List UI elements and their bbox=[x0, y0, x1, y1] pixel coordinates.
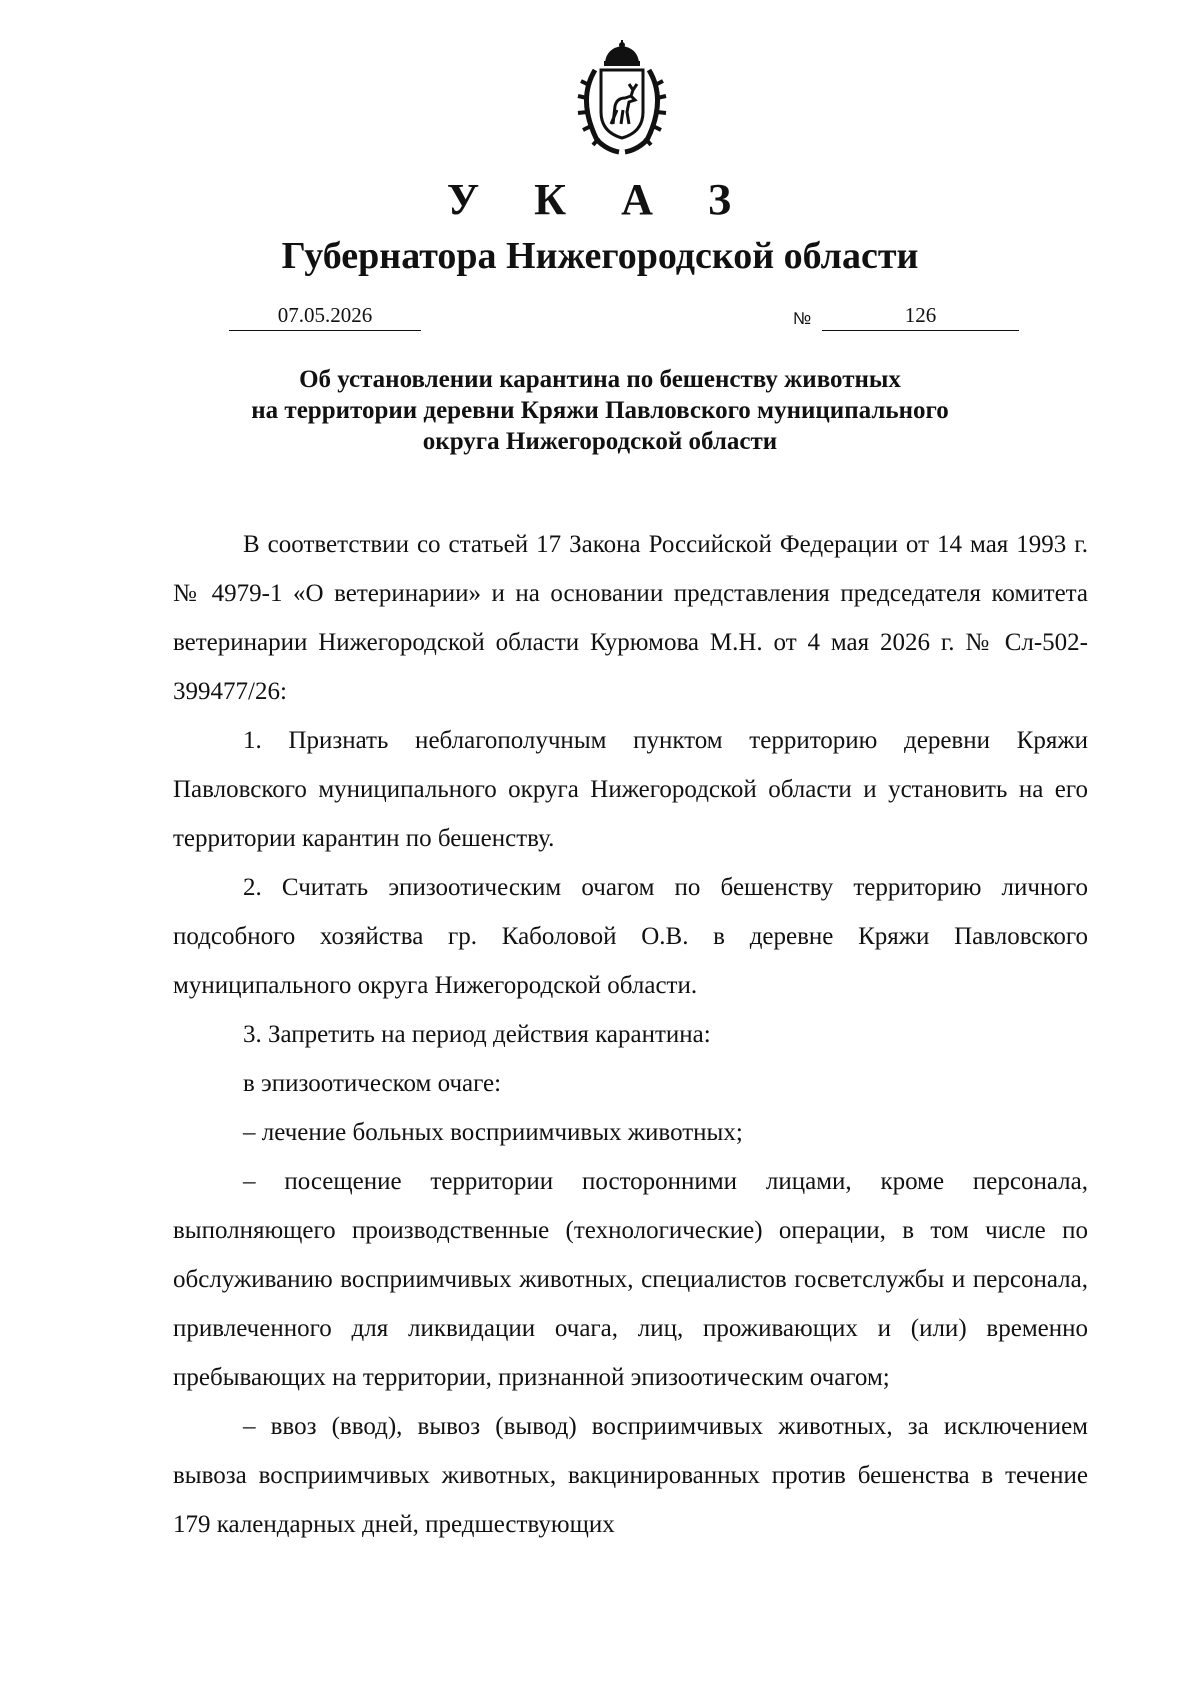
number-sign: № bbox=[793, 309, 812, 328]
document-type-title: У К А З bbox=[446, 175, 754, 224]
list-item: – лечение больных восприимчивых животных; bbox=[243, 1119, 743, 1146]
list-item: – ввоз (ввод), вывоз (вывод) восприимчивых животных, за исключением вывоза восприимчивых животных, вакцинированных против бешенства в течение 179 календарных дней, предшествующих bbox=[173, 1413, 1088, 1538]
document-body bbox=[173, 520, 1088, 1549]
item-2-paragraph: 2. Считать эпизоотическим очагом по бешенству территорию личного подсобного хозяйства гр. Каболовой О.В. в деревне Кряжи Павловского муниципального округа Нижегородской области. bbox=[173, 874, 1088, 999]
document-date: 07.05.2026 bbox=[229, 302, 421, 331]
subject-line: Об установлении карантина по бешенству животных bbox=[299, 366, 901, 393]
document-number: 126 bbox=[822, 302, 1019, 331]
coat-of-arms-icon bbox=[567, 40, 677, 155]
subject-line: округа Нижегородской области bbox=[422, 428, 778, 455]
issuer-title: Губернатора Нижегородской области bbox=[281, 235, 919, 277]
item-3-subheading: в эпизоотическом очаге: bbox=[243, 1070, 502, 1097]
item-3-paragraph: 3. Запретить на период действия карантина: bbox=[243, 1021, 711, 1048]
item-1-paragraph: 1. Признать неблагополучным пунктом территорию деревни Кряжи Павловского муниципального округа Нижегородской области и установить на его территории карантин по бешенству. bbox=[173, 727, 1088, 852]
list-item: – посещение территории посторонними лицами, кроме персонала, выполняющего производственные (технологические) операции, в том числе по обслуживанию восприимчивых животных, специалистов госветслужбы и персонала, привлеченного для ликвидации очага, лиц, проживающих и (или) временно пребывающих на территории, признанной эпизоотическим очагом; bbox=[173, 1168, 1088, 1391]
subject-line: на территории деревни Кряжи Павловского муниципального bbox=[251, 397, 949, 424]
document-subject bbox=[0, 364, 1200, 457]
preamble-paragraph: В соответствии со статьей 17 Закона Российской Федерации от 14 мая 1993 г. № 4979-1 «О ветеринарии» и на основании представления председателя комитета ветеринарии Нижегородской области Курюмова М.Н. от 4 мая 2026 г. № Сл-502-399477/26: bbox=[173, 531, 1088, 705]
